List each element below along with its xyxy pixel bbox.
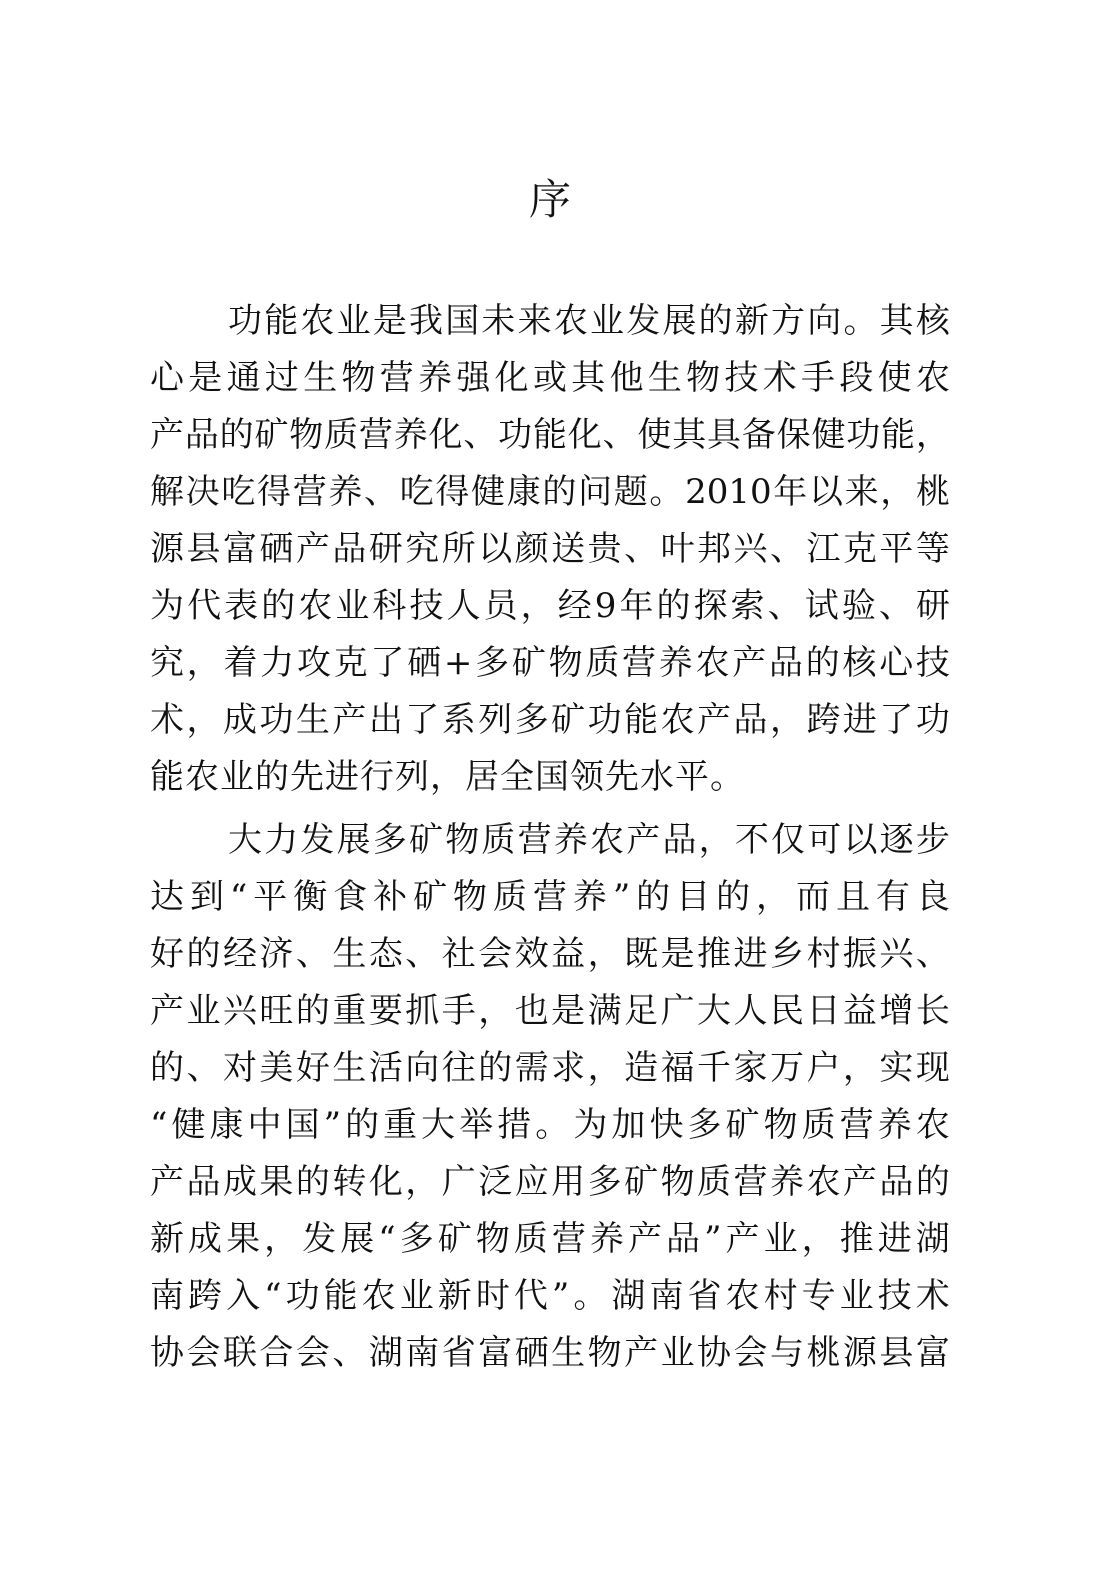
paragraph-line: 产 品 的 矿 物 质 营 养 化 、 功 能 化 、 使 其 具 备 保 健 功 能 ， bbox=[150, 415, 950, 455]
paragraph-line: 源 县 富 硒 产 品 研 究 所 以 颜 送 贵 、 叶 邦 兴 、 江 克 平 等 bbox=[150, 529, 950, 569]
paragraph-line: 好 的 经 济 、 生 态 、 社 会 效 益 ， 既 是 推 进 乡 村 振 兴 、 bbox=[150, 934, 950, 974]
paragraph-line: 能农业的先进行列，居全国领先水平。 bbox=[150, 757, 745, 797]
paragraph-line: 达 到 “ 平 衡 食 补 矿 物 质 营 养 ” 的 目 的 ， 而 且 有 良 bbox=[150, 877, 950, 917]
paragraph-line: 产 品 成 果 的 转 化 ， 广 泛 应 用 多 矿 物 质 营 养 农 产 品 的 bbox=[150, 1162, 950, 1202]
paragraph-line: 究 ， 着 力 攻 克 了 硒 + 多 矿 物 质 营 养 农 产 品 的 核 心 技 bbox=[150, 643, 950, 683]
paragraph-line: 大 力 发 展 多 矿 物 质 营 养 农 产 品 ， 不 仅 可 以 逐 步 bbox=[228, 820, 950, 860]
page-title: 序 bbox=[528, 175, 571, 224]
paragraph-line: 南 跨 入 “ 功 能 农 业 新 时 代 ” 。 湖 南 省 农 村 专 业 技 术 bbox=[150, 1276, 950, 1316]
paragraph-line: 的 、 对 美 好 生 活 向 往 的 需 求 ， 造 福 千 家 万 户 ， 实 现 bbox=[150, 1048, 950, 1088]
paragraph-line: 为 代 表 的 农 业 科 技 人 员 ， 经 9 年 的 探 索 、 试 验 、 研 bbox=[150, 586, 950, 626]
paragraph-line: 功 能 农 业 是 我 国 未 来 农 业 发 展 的 新 方 向 。 其 核 bbox=[228, 301, 950, 341]
paragraph-line: 解 决 吃 得 营 养 、 吃 得 健 康 的 问 题 。 2010 年 以 来 ， 桃 bbox=[150, 472, 950, 512]
paragraph-line: 产 业 兴 旺 的 重 要 抓 手 ， 也 是 满 足 广 大 人 民 日 益 增 长 bbox=[150, 991, 950, 1031]
paragraph-line: 协 会 联 合 会 、 湖 南 省 富 硒 生 物 产 业 协 会 与 桃 源 县 富 bbox=[150, 1333, 950, 1373]
paragraph-line: 心 是 通 过 生 物 营 养 强 化 或 其 他 生 物 技 术 手 段 使 农 bbox=[150, 358, 950, 398]
paragraph-line: 新 成 果 ， 发 展 “ 多 矿 物 质 营 养 产 品 ” 产 业 ， 推 进 湖 bbox=[150, 1219, 950, 1259]
paragraph-line: “ 健 康 中 国 ” 的 重 大 举 措 。 为 加 快 多 矿 物 质 营 养 农 bbox=[150, 1105, 950, 1145]
paragraph-line: 术 ， 成 功 生 产 出 了 系 列 多 矿 功 能 农 产 品 ， 跨 进 了 功 bbox=[150, 700, 950, 740]
